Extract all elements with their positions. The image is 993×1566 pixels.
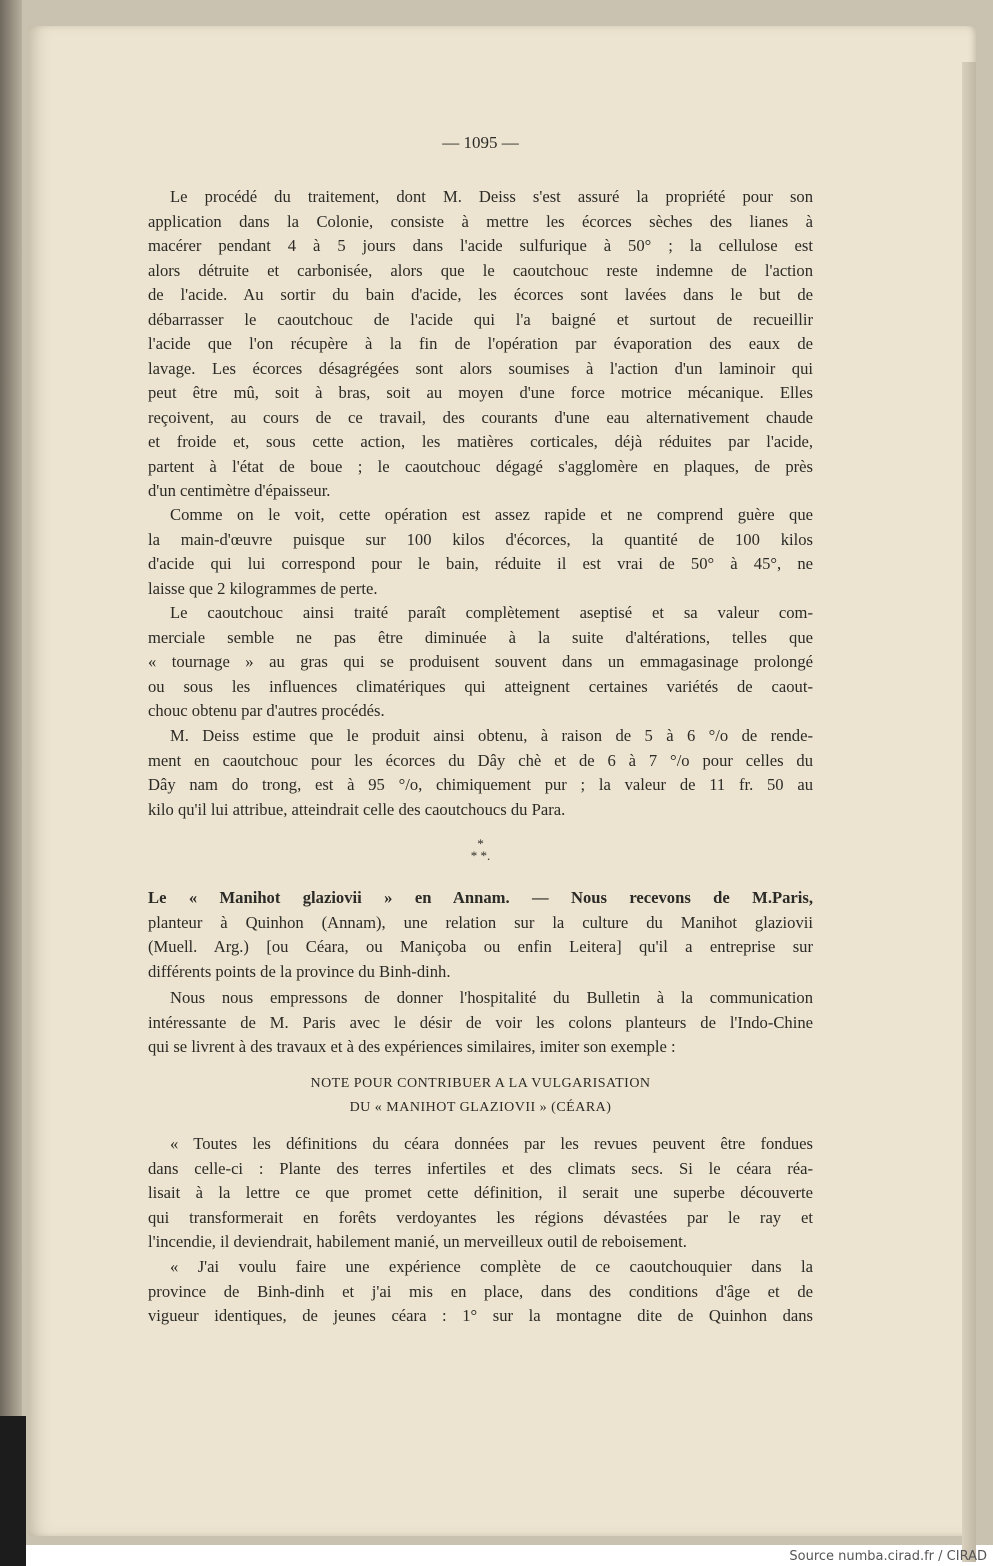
text-line: vigueur identiques, de jeunes céara : 1° sur la montagne dite de Quinhon dans xyxy=(148,1306,813,1325)
text-line: Dây nam do trong, est à 95 °/o, chimiquement pur ; la valeur de 11 fr. 50 au xyxy=(148,775,813,794)
text-line: (Muell. Arg.) [ou Céara, ou Maniçoba ou enfin Leitera] qu'il a entreprise sur xyxy=(148,937,813,956)
text-line: lavage. Les écorces désagrégées sont alors soumises à l'action d'un laminoir qui xyxy=(148,358,813,378)
paragraph-experience xyxy=(148,1255,813,1329)
text-line: intéressante de M. Paris avec le désir de voir les colons planteurs de l'Indo-Chine xyxy=(148,1012,813,1032)
text-line: Comme on le voit, cette opération est assez rapide et ne comprend guère que xyxy=(170,505,813,524)
paragraph-bulletin-hospitality xyxy=(148,986,813,1060)
text-line: dans celle-ci : Plante des terres infertiles et des climats secs. Si le céara réa- xyxy=(148,1158,813,1178)
text-line: d'acide qui lui correspond pour le bain, réduite il est vrai de 50° à 45°, ne xyxy=(148,554,813,573)
text-line: différents points de la province du Binh-dinh. xyxy=(148,961,451,981)
text-line: Nous nous empressons de donner l'hospitalité du Bulletin à la communication xyxy=(170,988,813,1007)
text-line: laisse que 2 kilogrammes de perte. xyxy=(148,578,378,598)
binding-strap xyxy=(0,1416,26,1566)
text-line: merciale semble ne pas être diminuée à la suite d'altérations, telles que xyxy=(148,627,813,647)
text-line: qui se livrent à des travaux et à des expériences similaires, imiter son exemple : xyxy=(148,1037,676,1056)
section-heading-line: Le « Manihot glaziovii » en Annam. — Nous recevons de M.Paris, xyxy=(148,888,813,907)
text-line: peut être mû, soit à bras, soit au moyen d'une force motrice mécanique. Elles xyxy=(148,383,813,402)
note-title-line2: DU « MANIHOT GLAZIOVII » (CÉARA) xyxy=(349,1100,612,1115)
text-line: de l'acide. Au sortir du bain d'acide, les écorces sont lavées dans le but de xyxy=(148,285,813,304)
text-line: l'acide que l'on récupère à la fin de l'opération par évaporation des eaux de xyxy=(148,334,813,353)
text-line: M. Deiss estime que le produit ainsi obtenu, à raison de 5 à 6 °/o de rende- xyxy=(170,726,813,745)
text-line: kilo qu'il lui attribue, atteindrait celle des caoutchoucs du Para. xyxy=(148,799,566,819)
page-number: — 1095 — xyxy=(442,133,519,152)
text-line: macérer pendant 4 à 5 jours dans l'acide sulfurique à 50° ; la cellulose est xyxy=(148,236,813,255)
text-line: ou sous les influences climatériques qui atteignent certaines variétés de caout- xyxy=(148,676,813,696)
paragraph-manihot-intro xyxy=(148,886,813,984)
book-binding xyxy=(0,0,22,1545)
note-title-line1: NOTE POUR CONTRIBUER A LA VULGARISATION xyxy=(310,1076,651,1091)
text-line: d'un centimètre d'épaisseur. xyxy=(148,481,331,500)
source-footer: Source numba.cirad.fr / CIRAD xyxy=(789,1549,987,1564)
text-line: alors détruite et carbonisée, alors que le caoutchouc reste indemne de l'action xyxy=(148,260,813,280)
text-line: « Toutes les définitions du céara données par les revues peuvent être fondues xyxy=(170,1134,813,1153)
text-line: l'incendie, il deviendrait, habilement manié, un merveilleux outil de reboisement. xyxy=(148,1232,687,1251)
text-line: chouc obtenu par d'autres procédés. xyxy=(148,701,385,720)
text-line: la main-d'œuvre puisque sur 100 kilos d'écorces, la quantité de 100 kilos xyxy=(148,529,813,549)
text-line: Le caoutchouc ainsi traité paraît complètement aseptisé et sa valeur com- xyxy=(170,603,813,622)
page-edge xyxy=(962,62,976,1562)
text-line: « J'ai voulu faire une expérience complète de ce caoutchouquier dans la xyxy=(170,1257,813,1276)
paragraph-treatment-process xyxy=(148,185,813,504)
text-line: province de Binh-dinh et j'ai mis en place, dans des conditions d'âge et de xyxy=(148,1281,813,1301)
text-line: ment en caoutchouc pour les écorces du Dây chè et de 6 à 7 °/o pour celles du xyxy=(148,750,813,770)
text-line: partent à l'état de boue ; le caoutchouc dégagé s'agglomère en plaques, de près xyxy=(148,456,813,476)
text-line: et froide et, sous cette action, les matières corticales, déjà réduites par l'acide, xyxy=(148,432,813,451)
text-line: application dans la Colonie, consiste à mettre les écorces sèches des lianes à xyxy=(148,211,813,231)
paragraph-ceara-definitions xyxy=(148,1132,813,1255)
text-line: débarrasser le caoutchouc de l'acide qui l'a baigné et surtout de recueillir xyxy=(148,309,813,329)
separator-star-top: * xyxy=(477,836,484,851)
text-line: Le procédé du traitement, dont M. Deiss s'est assuré la propriété pour son xyxy=(170,187,813,206)
paragraph-operation-speed xyxy=(148,503,813,601)
paragraph-aseptic-rubber xyxy=(148,601,813,724)
text-line: qui transformerait en forêts verdoyantes les régions dévastées par le ray et xyxy=(148,1207,813,1227)
text-line: reçoivent, au cours de ce travail, des courants d'une eau alternativement chaude xyxy=(148,407,813,427)
text-line: « tournage » au gras qui se produisent souvent dans un emmagasinage prolongé xyxy=(148,652,813,671)
text-line: planteur à Quinhon (Annam), une relation sur la culture du Manihot glaziovii xyxy=(148,912,813,932)
text-line: lisait à la lettre ce que promet cette définition, il serait une superbe découverte xyxy=(148,1183,813,1202)
section-separator xyxy=(148,838,813,862)
paragraph-yield-estimate xyxy=(148,724,813,822)
separator-stars-bottom: * *. xyxy=(470,848,491,863)
